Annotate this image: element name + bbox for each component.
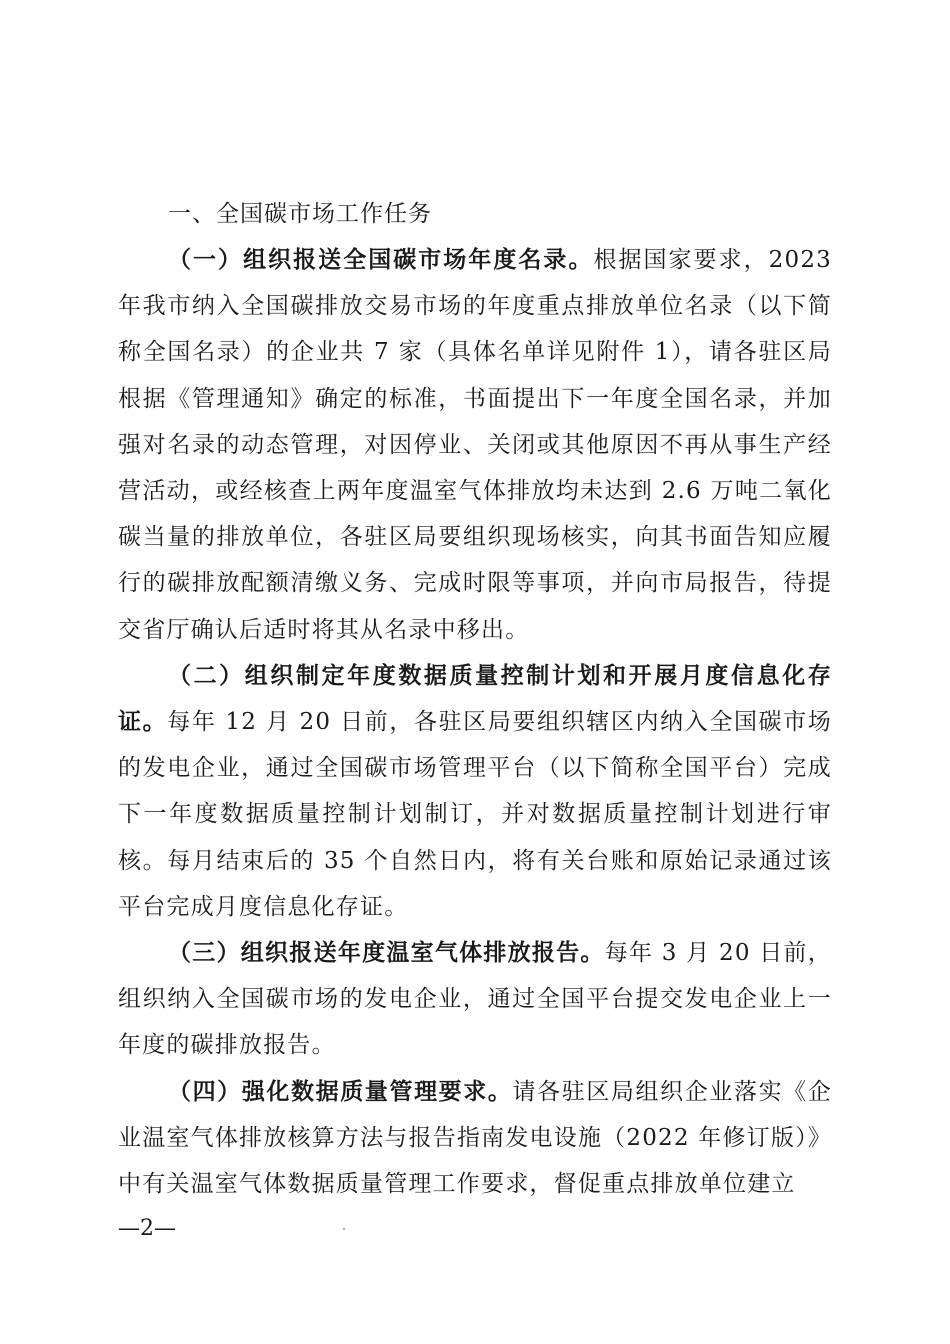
paragraph-1-lead: （一）组织报送全国碳市场年度名录。 xyxy=(168,247,594,273)
page-number: —2— xyxy=(118,1216,176,1241)
document-body xyxy=(118,192,832,1207)
paragraph-3-lead: （三）组织报送年度温室气体排放报告。 xyxy=(168,940,605,967)
paragraph-1 xyxy=(118,237,832,653)
paragraph-1-body: 根据国家要求，2023年我市纳入全国碳排放交易市场的年度重点排放单位名录（以下简称全国名录）的企业共 7 家（具体名单详见附件 1），请各驻区局根据《管理通知》确定的标准，书面提出下一年度全国名录，并加强对名录的动态管理，对因停业、关闭或其他原因不再从事生产经营活动，或经核查上两年度温室气体排放均未达到 2.6 万吨二氧化碳当量的排放单位，各驻区局要组织现场核实，向其书面告知应履行的碳排放配额清缴义务、完成时限等事项，并向市局报告，待提交省厅确认后适时将其从名录中移出。 xyxy=(118,247,832,643)
scan-speck xyxy=(343,1228,345,1230)
paragraph-3 xyxy=(118,930,832,1069)
paragraph-4 xyxy=(118,1069,832,1208)
paragraph-2-body: 每年 12 月 20 日前，各驻区局要组织辖区内纳入全国碳市场的发电企业，通过全国碳市场管理平台（以下简称全国平台）完成下一年度数据质量控制计划制订，并对数据质量控制计划进行审核。每月结束后的 35 个自然日内，将有关台账和原始记录通过该平台完成月度信息化存证。 xyxy=(118,709,832,920)
paragraph-3-body: 每年 3 月 20 日前，组织纳入全国碳市场的发电企业，通过全国平台提交发电企业上一年度的碳排放报告。 xyxy=(118,940,832,1059)
paragraph-4-lead: （四）强化数据质量管理要求。 xyxy=(168,1078,513,1105)
paragraph-2 xyxy=(118,653,832,930)
section-heading: 一、全国碳市场工作任务 xyxy=(168,201,432,227)
paragraph-4-body: 请各驻区局组织企业落实《企业温室气体排放核算方法与报告指南发电设施（2022 年修订版）》中有关温室气体数据质量管理工作要求，督促重点排放单位建立 xyxy=(118,1078,832,1198)
paragraph-2-lead: （二）组织制定年度数据质量控制计划和开展月度信息化存证。 xyxy=(118,662,832,736)
